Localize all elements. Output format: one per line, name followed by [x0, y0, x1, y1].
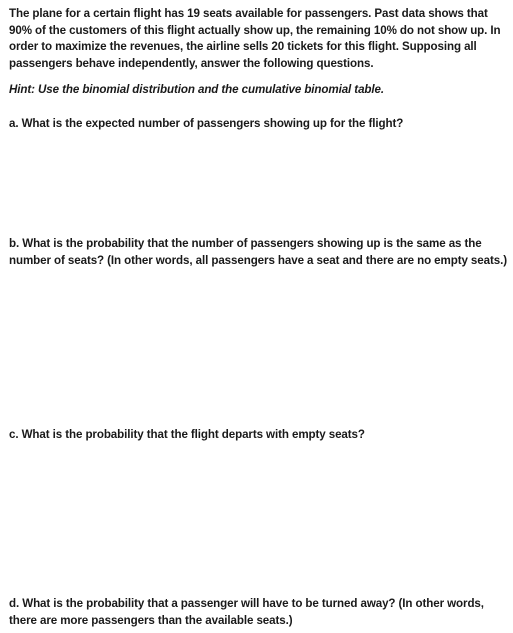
question-c: c. What is the probability that the flight departs with empty seats? [9, 428, 365, 441]
question-b: b. What is the probability that the number of passengers showing up is the same as the number of seats? (In other words, all passengers have a seat and there are no empty seats.) [9, 237, 507, 267]
problem-hint: Hint: Use the binomial distribution and the cumulative binomial table. [9, 83, 384, 96]
question-d: d. What is the probability that a passenger will have to be turned away? (In other words, there are more passengers than the available seats.) [9, 597, 484, 627]
question-a: a. What is the expected number of passengers showing up for the flight? [9, 117, 404, 130]
problem-intro: The plane for a certain flight has 19 seats available for passengers. Past data shows that 90% of the customers of this flight actually show up, the remaining 10% do not show up. In order to maximize the revenues, the airline sells 20 tickets for this flight. Supposing all passengers behave independently, answer the following questions. [9, 7, 501, 70]
